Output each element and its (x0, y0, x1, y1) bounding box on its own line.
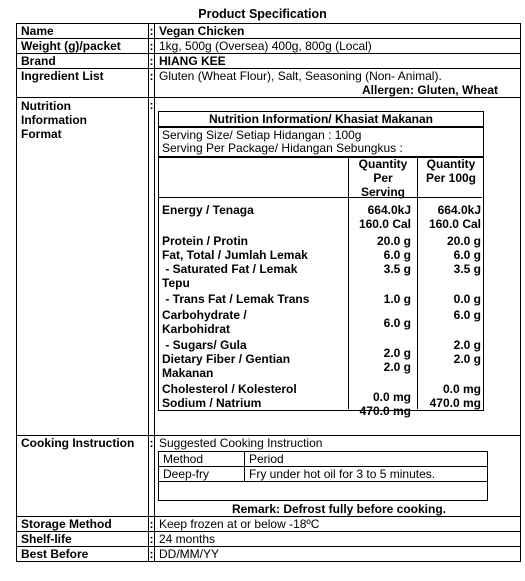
serving-value: 2.0 g (383, 346, 411, 360)
weight-label: Weight (g)/packet (17, 39, 149, 54)
serving-value: 6.0 g (383, 316, 411, 330)
nutrition-panel (158, 111, 484, 418)
nutrient-label: Makanan (162, 366, 214, 380)
per100-value: 6.0 g (453, 308, 481, 322)
row-storage (17, 517, 521, 532)
colon: : (149, 69, 155, 98)
row-cooking (17, 436, 521, 517)
per100-value: 160.0 Cal (428, 217, 481, 231)
nutrient-label: - Sugars/ Gula (162, 338, 247, 352)
nutrition-label-line: Format (21, 127, 62, 141)
nutrition-cell (155, 98, 521, 436)
page-title: Product Specification (198, 7, 327, 21)
serving-value: 470.0 mg (359, 404, 411, 418)
per100-value: 2.0 g (453, 352, 481, 366)
per100-value: 0.0 g (453, 292, 481, 306)
serving-value: 1.0 g (383, 292, 411, 306)
method-value: Deep-fry (159, 467, 245, 482)
per100-value: 3.5 g (453, 262, 481, 276)
row-ingredient (17, 69, 521, 98)
ingredient-value: Gluten (Wheat Flour), Salt, Seasoning (Non- Animal). (159, 69, 442, 83)
nutrient-label: - Saturated Fat / Lemak (162, 262, 298, 276)
row-best-before (17, 547, 521, 562)
nutrition-label (17, 98, 149, 436)
per100-value: 664.0kJ (437, 203, 481, 217)
serving-value: 20.0 g (376, 234, 411, 248)
shelf-label: Shelf-life (17, 532, 149, 547)
colon: : (149, 436, 155, 517)
row-nutrition (17, 98, 521, 436)
cooking-table (158, 451, 488, 501)
per100-value: 0.0 mg (442, 382, 481, 396)
weight-value: 1kg, 500g (Oversea) 400g, 800g (Local) (155, 39, 521, 54)
spec-table (16, 23, 521, 562)
colon: : (149, 54, 154, 68)
storage-label: Storage Method (17, 517, 149, 532)
nutrient-label: Karbohidrat (162, 322, 231, 336)
nutrient-label: - Trans Fat / Lemak Trans (162, 292, 310, 306)
serving-per-package: Serving Per Package/ Hidangan Sebungkus : (162, 141, 403, 155)
serving-value: 3.5 g (383, 262, 411, 276)
nutrient-label: Fat, Total / Jumlah Lemak (162, 248, 308, 262)
colon: : (149, 39, 154, 53)
colon: : (149, 532, 154, 546)
nutrition-label-line: Information (21, 113, 87, 127)
cooking-heading: Suggested Cooking Instruction (159, 436, 323, 450)
ingredient-label: Ingredient List (17, 69, 149, 98)
cooking-cell (155, 436, 521, 517)
allergen-text: Allergen: Gluten, Wheat (361, 83, 498, 97)
nutrient-label: Tepu (162, 276, 190, 290)
period-value: Fry under hot oil for 3 to 5 minutes. (245, 467, 488, 482)
nutrient-label: Protein / Protin (162, 234, 249, 248)
blank-row (159, 482, 488, 501)
shelf-value: 24 months (155, 532, 521, 547)
brand-label: Brand (17, 54, 149, 69)
colon: : (149, 517, 154, 531)
row-weight (17, 39, 521, 54)
serving-value: 0.0 mg (372, 390, 411, 404)
header-divider (158, 197, 482, 198)
colon: : (149, 98, 155, 436)
col-serving-header: Quantity Per Serving (358, 157, 408, 199)
cooking-label: Cooking Instruction (17, 436, 149, 517)
name-label: Name (17, 24, 149, 39)
serving-size: Serving Size/ Setiap Hidangan : 100g (162, 128, 362, 142)
storage-value: Keep frozen at or below -18ºC (155, 517, 521, 532)
colon: : (149, 24, 154, 38)
colon: : (149, 547, 154, 561)
nutrient-label: Dietary Fiber / Gentian (162, 352, 291, 366)
serving-value: 664.0kJ (367, 203, 411, 217)
serving-value: 2.0 g (383, 360, 411, 374)
per100-value: 20.0 g (446, 234, 481, 248)
remark-text: Remark: Defrost fully before cooking. (231, 502, 447, 516)
per100-value: 2.0 g (453, 338, 481, 352)
row-brand (17, 54, 521, 69)
best-value: DD/MM/YY (155, 547, 521, 562)
nutrient-label: Carbohydrate / (162, 308, 247, 322)
col-100g-header: Quantity Per 100g (425, 157, 477, 185)
name-value: Vegan Chicken (155, 24, 521, 39)
nutrition-label-line: Nutrition (21, 99, 71, 113)
per100-value: 6.0 g (453, 248, 481, 262)
nutrient-label: Sodium / Natrium (162, 396, 262, 410)
brand-value: HIANG KEE (155, 54, 521, 69)
per100-value: 470.0 mg (429, 396, 481, 410)
row-shelf (17, 532, 521, 547)
nutrient-label: Energy / Tenaga (162, 203, 254, 217)
best-label: Best Before (17, 547, 149, 562)
row-name (17, 24, 521, 39)
col-period: Period (245, 452, 488, 467)
serving-value: 6.0 g (383, 248, 411, 262)
ingredient-cell (155, 69, 521, 98)
nutrient-label: Cholesterol / Kolesterol (162, 382, 297, 396)
col-method: Method (159, 452, 245, 467)
nutrition-heading: Nutrition Information/ Khasiat Makanan (208, 112, 433, 126)
serving-value: 160.0 Cal (358, 217, 411, 231)
